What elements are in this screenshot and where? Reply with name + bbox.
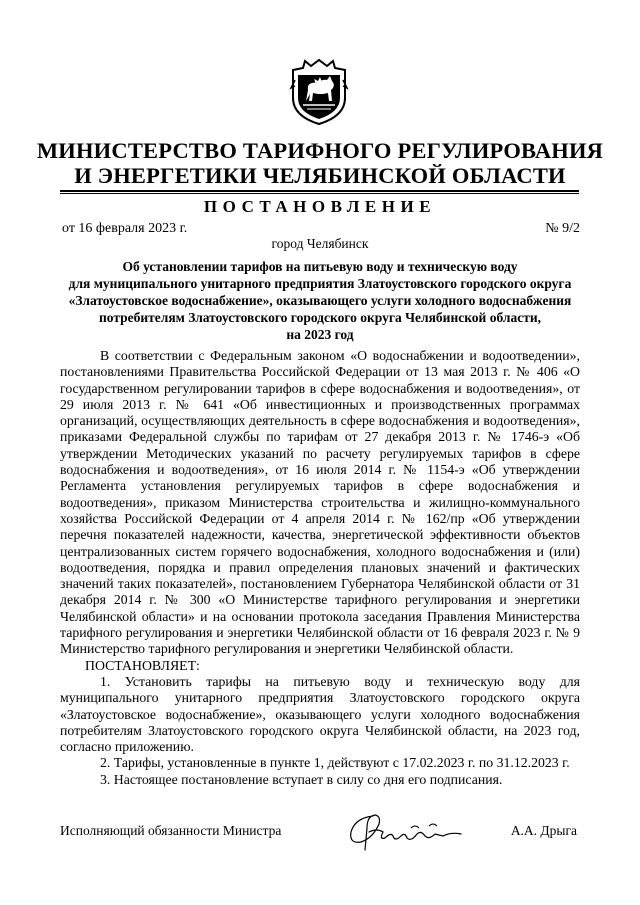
document-body — [60, 348, 580, 788]
document-date: от 16 февраля 2023 г. — [62, 221, 188, 236]
signatory-name: А.А. Дрыга — [510, 823, 577, 838]
subject-line: «Златоустовское водоснабжение», оказывающего услуги холодного водоснабжения — [68, 293, 572, 308]
handwritten-signature — [345, 810, 475, 855]
subject-line: Об установлении тарифов на питьевую воду и техническую воду — [122, 259, 518, 274]
document-number: № 9/2 — [545, 221, 580, 236]
document-city: город Челябинск — [271, 236, 369, 251]
document-subject — [60, 258, 580, 343]
document-type-heading: ПОСТАНОВЛЕНИЕ — [203, 197, 437, 216]
resolves-heading: ПОСТАНОВЛЯЕТ: — [85, 657, 200, 673]
header-rule-thick — [60, 190, 579, 192]
coat-of-arms-emblem — [289, 58, 349, 126]
resolution-item-2: 2. Тарифы, установленные в пункте 1, действуют с 17.02.2023 г. по 31.12.2023 г. — [100, 755, 570, 771]
subject-line: на 2023 год — [286, 327, 354, 342]
subject-line: для муниципального унитарного предприятия Златоустовского городского округа — [68, 276, 572, 291]
resolution-item-3: 3. Настоящее постановление вступает в силу со дня его подписания. — [100, 771, 503, 787]
ministry-name-line-2: И ЭНЕРГЕТИКИ ЧЕЛЯБИНСКОЙ ОБЛАСТИ — [74, 163, 566, 188]
resolution-item-1: 1. Установить тарифы на питьевую воду и техническую воду для муниципального унитарного предприятия Златоустовского городского округа «Златоустовское водоснабжение», оказывающего услуги холодного водоснабжения потребителям Златоустовского городского округа Челябинской области, на 2023 год, согласно приложению. — [60, 673, 580, 755]
subject-line: потребителям Златоустовского городского округа Челябинской области, — [99, 310, 541, 325]
signatory-title: Исполняющий обязанности Министра — [60, 823, 282, 838]
preamble-paragraph: В соответствии с Федеральным законом «О водоснабжении и водоотведении», постановлениями Правительства Российской Федерации от 13 мая 2013 г. № 406 «О государственном регулировании тарифов в сфере водоснабжения и водоотведения», от 29 июля 2013 г. № 641 «Об инвестиционных и производственных программах организаций, осуществляющих деятельность в сфере водоснабжения и водоотведения», приказами Федеральной службы по тарифам от 27 декабря 2013 г. № 1746-э «Об утверждении Методических указаний по расчету регулируемых тарифов в сфере водоснабжения и водоотведения», от 16 июля 2014 г. № 1154-э «Об утверждении Регламента установления регулируемых тарифов в сфере водоснабжения и водоотведения», приказом Министерства строительства и жилищно-коммунального хозяйства Российской Федерации от 4 апреля 2014 г. № 162/пр «Об утверждении перечня показателей надежности, качества, энергетической эффективности объектов централизованных систем горячего водоснабжения, холодного водоснабжения и (или) водоотведения, порядка и правил определения плановых значений и фактических значений таких показателей», постановлением Губернатора Челябинской области от 31 декабря 2014 г. № 300 «О Министерстве тарифного регулирования и энергетики Челябинской области» и на основании протокола заседания Правления Министерства тарифного регулирования и энергетики Челябинской области от 16 февраля 2023 г. № 9 Министерство тарифного регулирования и энергетики Челябинской области. — [60, 348, 580, 657]
header-rule-thin — [60, 193, 579, 194]
ministry-name-line-1: МИНИСТЕРСТВО ТАРИФНОГО РЕГУЛИРОВАНИЯ — [36, 138, 604, 163]
